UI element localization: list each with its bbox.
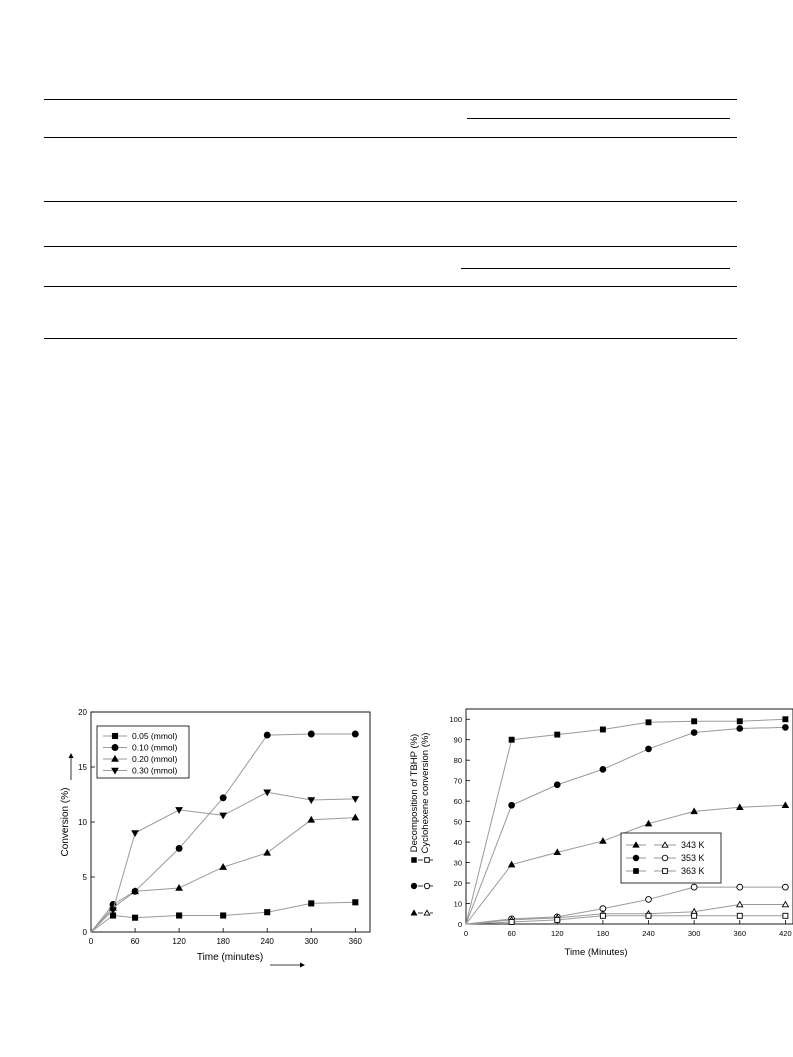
series (91, 900, 358, 932)
x-axis-arrowhead (300, 963, 305, 968)
table-top-rule (44, 99, 737, 100)
legend-label: 353 K (681, 853, 705, 863)
data-point (737, 726, 743, 732)
data-point (646, 897, 652, 903)
legend-label: 343 K (681, 840, 705, 850)
conversion-chart (0, 690, 400, 990)
data-point (555, 917, 560, 922)
data-point (176, 885, 182, 890)
data-point (509, 802, 515, 808)
data-point (264, 732, 270, 738)
data-point (176, 845, 182, 851)
data-point (177, 913, 182, 918)
data-point (353, 900, 358, 905)
data-point (691, 730, 697, 736)
y-tick-label: 80 (453, 756, 462, 766)
y-axis-title: Conversion (%) (60, 787, 71, 857)
legend-marker-filled (633, 855, 639, 861)
data-point (220, 795, 226, 801)
data-point (308, 731, 314, 737)
legend-marker-open (662, 855, 668, 861)
y-axis-arrowhead (69, 753, 74, 758)
y-tick-label: 70 (453, 776, 462, 786)
legend-label: 363 K (681, 866, 705, 876)
x-tick-label: 60 (507, 929, 516, 938)
y-tick-label: 60 (453, 797, 462, 807)
data-point (782, 725, 788, 731)
key-marker-filled (412, 858, 417, 863)
y-tick-label: 50 (453, 817, 462, 827)
data-point (555, 732, 560, 737)
data-point (132, 915, 137, 920)
legend-label: 0.20 (mmol) (132, 754, 178, 764)
x-tick-label: 240 (642, 929, 655, 938)
series (466, 717, 788, 924)
table2-top-rule (44, 246, 737, 247)
key-marker-filled (411, 910, 417, 915)
data-point (737, 913, 742, 918)
legend-label: 0.30 (mmol) (132, 765, 178, 776)
data-point (264, 850, 270, 855)
data-point (692, 719, 697, 724)
x-tick-label: 0 (88, 937, 94, 946)
y-tick-label: 15 (78, 763, 87, 772)
y-tick-label: 20 (78, 708, 87, 717)
data-point (737, 884, 743, 890)
data-point (783, 913, 788, 918)
data-point (509, 919, 514, 924)
data-point (600, 767, 606, 773)
x-tick-label: 180 (216, 937, 230, 946)
table-group-rule (467, 118, 730, 119)
legend-label: 0.05 (mmol) (132, 731, 178, 741)
legend-marker (112, 733, 117, 738)
y-tick-label: 0 (82, 928, 87, 937)
data-point (509, 737, 514, 742)
x-tick-label: 0 (463, 929, 469, 938)
x-axis-title: Time (Minutes) (564, 947, 628, 958)
data-point (265, 910, 270, 915)
data-point (600, 913, 605, 918)
decomposition-chart (400, 690, 793, 990)
y-axis-title-line: Cyclohexene conversion (%) (420, 732, 431, 854)
x-tick-label: 60 (130, 937, 140, 946)
data-point (554, 782, 560, 788)
data-point (646, 913, 651, 918)
plot-frame (466, 709, 793, 924)
key-marker-open (424, 883, 429, 888)
table2-header-rule (44, 286, 737, 287)
data-point (692, 913, 697, 918)
data-point (309, 901, 314, 906)
data-point (646, 746, 652, 752)
data-point (782, 884, 788, 890)
x-tick-label: 180 (596, 929, 610, 938)
x-tick-label: 120 (172, 937, 186, 946)
table2-bottom-rule (44, 338, 737, 339)
x-tick-label: 300 (304, 937, 318, 946)
y-tick-label: 100 (449, 715, 462, 725)
key-marker-filled (411, 883, 416, 888)
y-tick-label: 30 (453, 858, 462, 868)
series-line (466, 719, 785, 924)
table-header-rule (44, 137, 737, 138)
y-tick-label: 90 (453, 735, 462, 745)
legend-marker (112, 745, 118, 751)
y-tick-label: 10 (453, 899, 462, 909)
x-tick-label: 120 (550, 929, 564, 938)
data-point (691, 884, 697, 890)
table-bottom-rule (44, 201, 737, 202)
data-point (646, 720, 651, 725)
y-tick-label: 5 (82, 873, 87, 882)
series (91, 790, 358, 932)
key-marker-open (424, 910, 430, 915)
x-tick-label: 360 (348, 937, 362, 946)
x-tick-label: 420 (779, 929, 792, 938)
legend-marker-filled (634, 869, 639, 874)
y-axis-key (411, 858, 433, 915)
x-tick-label: 360 (733, 929, 747, 938)
x-tick-label: 240 (260, 937, 274, 946)
data-point (600, 727, 605, 732)
x-axis-title: Time (minutes) (196, 952, 264, 963)
data-point (220, 813, 226, 818)
data-point (352, 731, 358, 737)
key-marker-open (425, 858, 430, 863)
data-point (737, 719, 742, 724)
legend (97, 726, 189, 778)
y-tick-label: 40 (453, 838, 462, 848)
x-tick-label: 300 (687, 929, 701, 938)
data-point (132, 831, 138, 836)
legend-marker-open (663, 869, 668, 874)
legend (621, 833, 721, 883)
y-tick-label: 0 (457, 920, 462, 929)
data-point (783, 717, 788, 722)
data-point (221, 913, 226, 918)
y-tick-label: 20 (453, 879, 462, 889)
table2-group-rule (461, 268, 730, 269)
series-line (466, 727, 785, 924)
y-tick-label: 10 (78, 818, 87, 827)
legend-label: 0.10 (mmol) (132, 742, 178, 753)
series (466, 725, 788, 924)
y-axis-title-line: Decomposition of TBHP (%) (409, 733, 420, 853)
